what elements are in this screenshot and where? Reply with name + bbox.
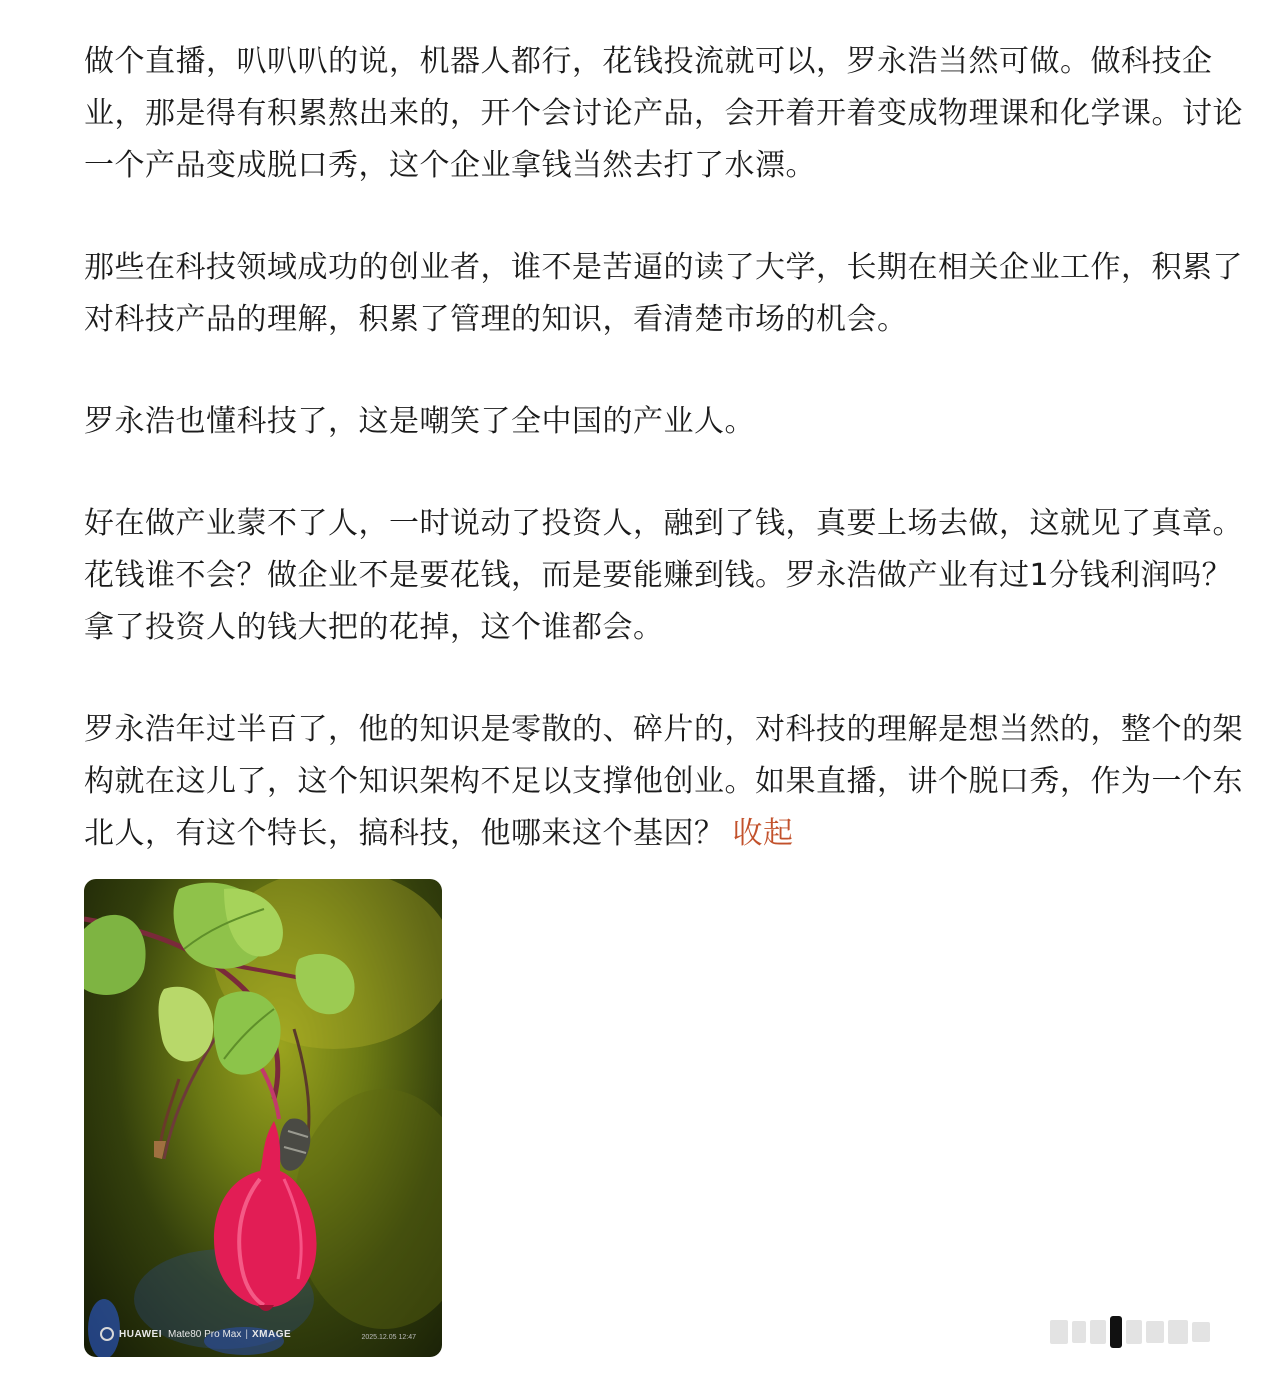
camera-ring-icon: [100, 1327, 114, 1341]
watermark-glyph: [1110, 1316, 1122, 1348]
watermark-model: Mate80 Pro Max: [168, 1328, 242, 1340]
site-watermark: [1050, 1312, 1260, 1352]
watermark-separator: |: [245, 1328, 248, 1340]
watermark-brand: HUAWEI: [119, 1328, 162, 1340]
watermark-glyph: [1126, 1320, 1142, 1344]
collapse-link[interactable]: 收起: [732, 816, 794, 851]
post-paragraph: 那些在科技领域成功的创业者，谁不是苦逼的读了大学，长期在相关企业工作，积累了对科技产品的理解，积累了管理的知识，看清楚市场的机会。: [84, 250, 1243, 337]
post-paragraph-last: [84, 704, 1244, 860]
post-paragraph: 做个直播，叭叭叭的说，机器人都行，花钱投流就可以，罗永浩当然可做。做科技企业，那是得有积累熬出来的，开个会讨论产品，会开着开着变成物理课和化学课。讨论一个产品变成脱口秀，这个企业拿钱当然去打了水漂。: [84, 44, 1243, 183]
post-photo[interactable]: [84, 879, 442, 1357]
post-body: [84, 36, 1244, 910]
watermark-glyph: [1146, 1321, 1164, 1343]
fuchsia-flower-image: [84, 879, 442, 1357]
watermark-time: 2025.12.05 12:47: [361, 1334, 416, 1341]
watermark-glyph: [1090, 1320, 1106, 1344]
watermark-xmage: XMAGE: [251, 1328, 292, 1340]
watermark-glyph: [1168, 1320, 1188, 1344]
camera-watermark: [100, 1323, 291, 1345]
watermark-glyph: [1192, 1322, 1210, 1342]
post-paragraph: 罗永浩也懂科技了，这是嘲笑了全中国的产业人。: [84, 404, 755, 439]
watermark-glyph: [1050, 1320, 1068, 1344]
post-paragraph-text: 罗永浩年过半百了，他的知识是零散的、碎片的，对科技的理解是想当然的，整个的架构就在这儿了，这个知识架构不足以支撑他创业。如果直播，讲个脱口秀，作为一个东北人，有这个特长，搞科技，他哪来这个基因？: [84, 712, 1243, 851]
post-paragraph: 好在做产业蒙不了人，一时说动了投资人，融到了钱，真要上场去做，这就见了真章。花钱谁不会？做企业不是要花钱，而是要能赚到钱。罗永浩做产业有过1分钱利润吗？拿了投资人的钱大把的花掉，这个谁都会。: [84, 506, 1243, 645]
watermark-glyph: [1072, 1321, 1086, 1343]
